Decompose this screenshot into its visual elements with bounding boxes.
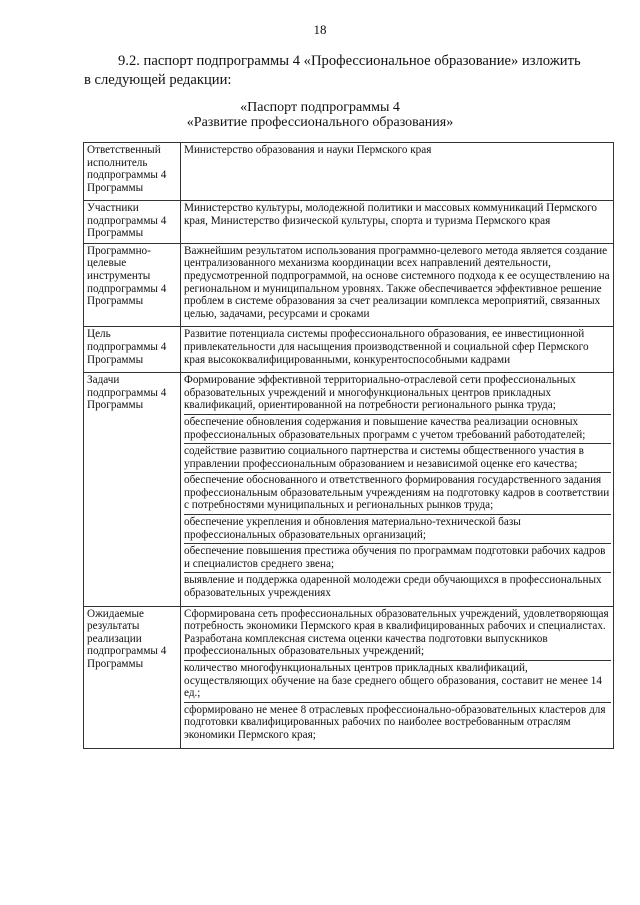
row-label: Участники подпрограммы 4 Программы [84,201,181,244]
content-item: обеспечение укрепления и обновления материально-технической базы профессиональных образовательных организаций; [184,516,611,544]
content-item: выявление и поддержка одаренной молодежи среди обучающихся в профессиональных образовательных учреждениях [184,574,602,600]
row-content [181,373,614,607]
passport-title-line-2: «Развитие профессионального образования» [186,115,454,130]
content-item: сформировано не менее 8 отраслевых профессионально-образовательных кластеров для подготовки квалифицированных рабочих по наиболее востребованным отраслям экономики Пермского края; [184,703,606,741]
table-row [84,243,614,327]
table-row [84,373,614,607]
row-content [181,243,614,327]
table-row [84,143,614,201]
content-item: Министерство культуры, молодежной политики и массовых коммуникаций Пермского края, Министерство физической культуры, спорта и туризма Пермского края [184,202,597,227]
passport-title [0,100,640,130]
table-row [84,327,614,373]
table-row [84,606,614,748]
content-item: Формирование эффективной территориально-отраслевой сети профессиональных образовательных учреждений и многофункциональных центров прикладных квалификаций, ориентированной на потребности регионального рынка труда; [184,374,611,415]
row-content [181,201,614,244]
intro-line-1: 9.2. паспорт подпрограммы 4 «Профессиональное образование» изложить [118,53,581,69]
row-content [181,327,614,373]
content-item: Развитие потенциала системы профессионального образования, ее инвестиционной привлекательности для насыщения производственной и социальной сфер Пермского края высококвалифицированными, конкурентоспособными кадрами [184,328,589,366]
content-item: содействие развитию социального партнерства и системы общественного участия в управлении профессиональным образованием и независимой оценке его качества; [184,445,611,473]
content-item: Важнейшим результатом использования программно-целевого метода является создание централизованного механизма координации всех направлений деятельности, предусмотренной подпрограммой, на основе системного подхода к ее осуществлению на региональном и муниципальном уровнях. Также обеспечивается эффективное решение проблем в системе образования за счет реализации комплекса мероприятий, связанных целью, задачами, ресурсами и сроками [184,244,610,320]
row-label: Программно-целевые инструменты подпрограммы 4 Программы [84,243,181,327]
intro-line-2: в следующей редакции: [84,72,232,88]
row-label: Ответственный исполнитель подпрограммы 4 Программы [84,143,181,201]
content-item: количество многофункциональных центров прикладных квалификаций, осуществляющих обучение на базе среднего общего образования, составит не менее 14 ед.; [184,662,611,703]
content-item: обеспечение повышения престижа обучения по программам подготовки рабочих кадров и специалистов среднего звена; [184,545,611,573]
row-label: Цель подпрограммы 4 Программы [84,327,181,373]
row-label: Задачи подпрограммы 4 Программы [84,373,181,607]
intro-paragraph [84,52,604,90]
content-item: Министерство образования и науки Пермского края [184,144,432,156]
row-label: Ожидаемые результаты реализации подпрограммы 4 Программы [84,606,181,748]
passport-table [83,142,614,749]
page-number: 18 [313,22,327,37]
passport-title-line-1: «Паспорт подпрограммы 4 [240,100,400,115]
table-row [84,201,614,244]
content-item: обеспечение обновления содержания и повышение качества реализации основных профессиональных образовательных программ с учетом требований работодателей; [184,416,611,444]
row-content [181,606,614,748]
row-content [181,143,614,201]
content-item: Сформирована сеть профессиональных образовательных учреждений, удовлетворяющая потребность экономики Пермского края в квалифицированных рабочих и специалистах. Разработана комплексная система оценки качества подготовки выпускников профессиональных образовательных учреждений; [184,608,611,661]
content-item: обеспечение обоснованного и ответственного формирования государственного задания профессиональным образовательным учреждениям на подготовку кадров в соответствии с потребностями муниципальных и региональных рынков труда; [184,474,611,515]
